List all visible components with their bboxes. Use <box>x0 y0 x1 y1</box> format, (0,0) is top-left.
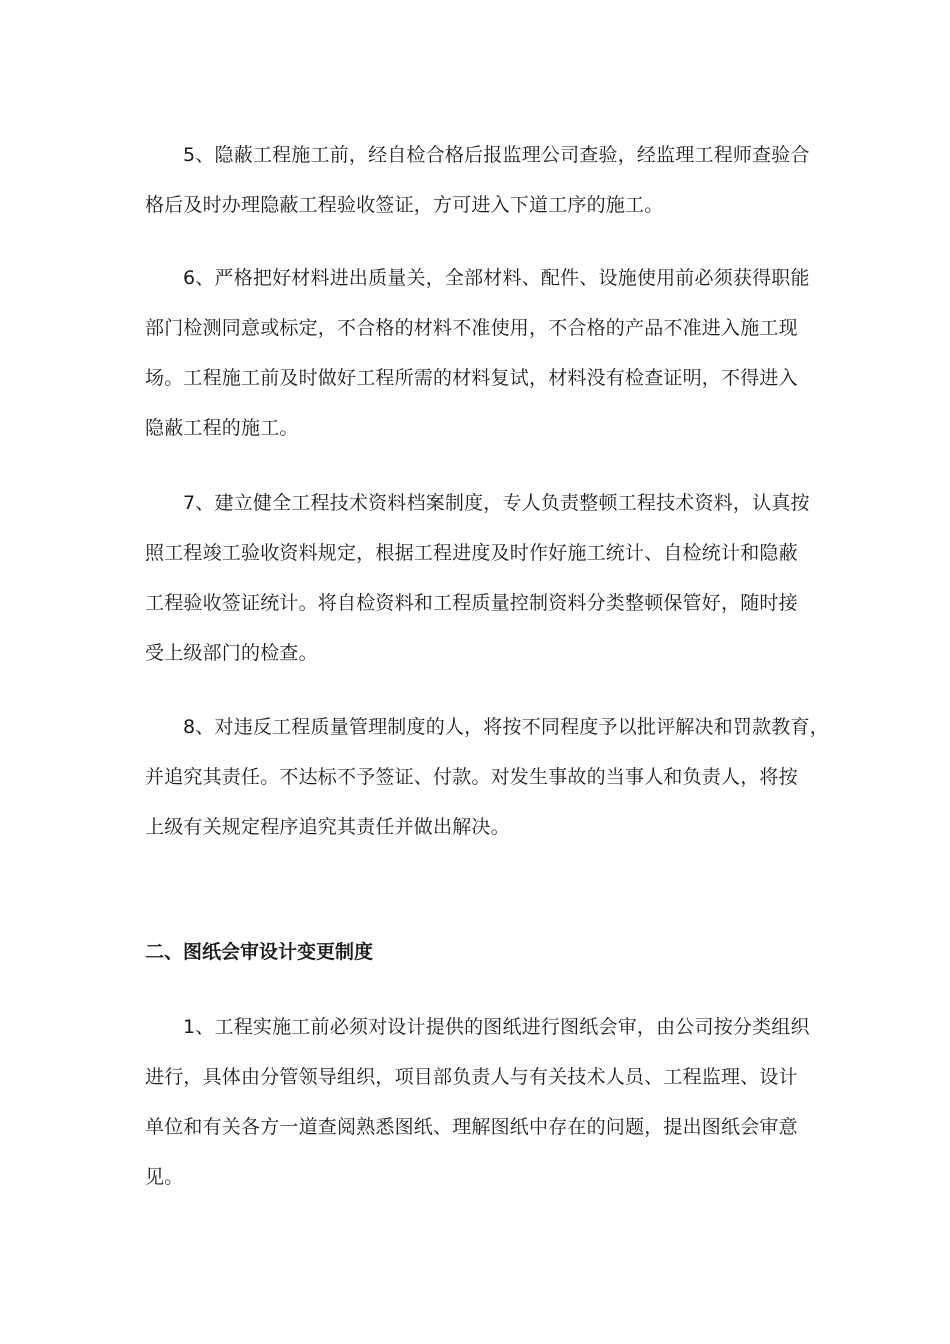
paragraph-line: 受上级部门的检查。 <box>145 642 318 664</box>
paragraph-item-6 <box>145 253 825 453</box>
paragraph-line: 7、建立健全工程技术资料档案制度，专人负责整顿工程技术资料，认真按 <box>183 492 810 514</box>
paragraph-line: 并追究其责任。不达标不予签证、付款。对发生事故的当事人和负责人，将按 <box>145 766 798 788</box>
paragraph-line: 8、对违反工程质量管理制度的人，将按不同程度予以批评解决和罚款教育， <box>183 716 829 738</box>
paragraph-line: 进行，具体由分管领导组织，项目部负责人与有关技术人员、工程监理、设计 <box>145 1066 798 1088</box>
paragraph-line: 隐蔽工程的施工。 <box>145 417 299 439</box>
paragraph-line: 单位和有关各方一道查阅熟悉图纸、理解图纸中存在的问题，提出图纸会审意 <box>145 1116 798 1138</box>
paragraph-line: 场。工程施工前及时做好工程所需的材料复试，材料没有检查证明，不得进入 <box>145 367 798 389</box>
paragraph-line: 格后及时办理隐蔽工程验收签证，方可进入下道工序的施工。 <box>145 194 664 216</box>
paragraph-item-8 <box>145 702 829 852</box>
paragraph-line: 上级有关规定程序追究其责任并做出解决。 <box>145 816 510 838</box>
paragraph-line: 工程验收签证统计。将自检资料和工程质量控制资料分类整顿保管好，随时接 <box>145 592 798 614</box>
section-heading: 二、图纸会审设计变更制度 <box>145 941 374 963</box>
paragraph-item-5 <box>145 130 825 230</box>
paragraph-section-item-1 <box>145 1002 825 1202</box>
paragraph-item-7 <box>145 478 825 678</box>
paragraph-line: 部门检测同意或标定，不合格的材料不准使用，不合格的产品不准进入施工现 <box>145 317 798 339</box>
paragraph-line: 照工程竣工验收资料规定，根据工程进度及时作好施工统计、自检统计和隐蔽 <box>145 542 798 564</box>
paragraph-line: 6、严格把好材料进出质量关，全部材料、配件、设施使用前必须获得职能 <box>183 267 810 289</box>
paragraph-line: 1、工程实施工前必须对设计提供的图纸进行图纸会审，由公司按分类组织 <box>183 1016 810 1038</box>
paragraph-line: 见。 <box>145 1166 184 1188</box>
paragraph-line: 5、隐蔽工程施工前，经自检合格后报监理公司查验，经监理工程师查验合 <box>183 144 810 166</box>
